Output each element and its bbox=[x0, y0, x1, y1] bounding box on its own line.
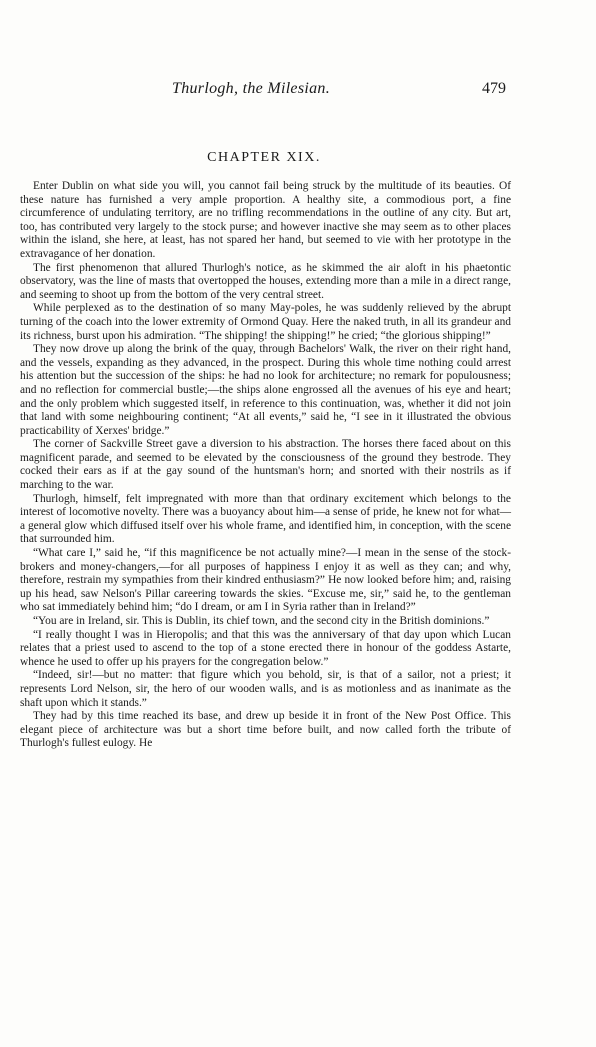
paragraph: “You are in Ireland, sir. This is Dublin, its chief town, and the second city in the British dominions.” bbox=[33, 615, 490, 627]
paragraph: “What care I,” said he, “if this magnificence be not actually mine?—I mean in the sense of the stock-brokers and money-changers,—for all purposes of happiness I enjoy it as well as they can; and why, therefore, restrain my sympathies from their kindred enthusiasm?” He now looked before him; and, raising up his head, saw Nelson's Pillar careering towards the skies. “Excuse me, sir,” said he, to the gentleman who sat immediately behind him; “do I dream, or am I in Syria rather than in Ireland?” bbox=[20, 547, 511, 614]
paragraph: Enter Dublin on what side you will, you cannot fail being struck by the multitude of its beauties. Of these nature has furnished a very ample proportion. A healthy site, a commodious port, a fine circumference of undulating territory, are no trifling recommendations in the outline of any city. But art, too, has contributed very largely to the stock purse; and however inactive she may seem as to other places within the island, she here, at least, has not spared her hand, but seemed to vie with her prototype in the extravagance of her donation. bbox=[20, 180, 511, 260]
paragraph: They now drove up along the brink of the quay, through Bachelors' Walk, the river on their right hand, and the vessels, expanding as they advanced, in the prospect. During this whole time nothing could arrest his attention but the succession of the ships: he had no look for architecture; no remark for populousness; and no reflection for commercial bustle;—the ships alone engrossed all the avenues of his eye and heart; and the only problem which suggested itself, in reference to this continuation, was, whether it did not join that land with some neighbouring continent; “At all events,” said he, “I see in it illustrated the obvious practicability of Xerxes' bridge.” bbox=[20, 343, 511, 437]
chapter-heading: CHAPTER XIX. bbox=[207, 150, 321, 165]
chapter-body bbox=[20, 180, 511, 751]
paragraph: They had by this time reached its base, and drew up beside it in front of the New Post Office. This elegant piece of architecture was but a short time before built, and now called forth the tribute of Thurlogh's fullest eulogy. He bbox=[20, 710, 511, 750]
running-head bbox=[20, 80, 510, 102]
paragraph: Thurlogh, himself, felt impregnated with more than that ordinary excitement which belongs to the interest of locomotive novelty. There was a buoyancy about him—a sense of pride, he knew not for what—a general glow which diffused itself over his whole frame, and identified him, in conception, with the scene that surrounded him. bbox=[20, 492, 511, 546]
paragraph: The first phenomenon that allured Thurlogh's notice, as he skimmed the air aloft in his phaetontic observatory, was the line of masts that overtopped the houses, extending more than a mile in a direct range, and seeming to shoot up from the bottom of the very central street. bbox=[20, 261, 511, 301]
paragraph: “I really thought I was in Hieropolis; and that this was the anniversary of that day upon which Lucan relates that a priest used to ascend to the top of a stone erected there in honour of the goddess Astarte, whence he used to offer up his prayers for the congregation below.” bbox=[20, 628, 511, 668]
page-number: 479 bbox=[482, 80, 506, 97]
paragraph: “Indeed, sir!—but no matter: that figure which you behold, sir, is that of a sailor, not a priest; it represents Lord Nelson, sir, the hero of our wooden walls, and is as motionless and as inanimate as the shaft upon which it stands.” bbox=[20, 669, 511, 709]
paragraph: The corner of Sackville Street gave a diversion to his abstraction. The horses there faced about on this magnificent parade, and seemed to be elevated by the consciousness of the ground they bestrode. They cocked their ears as if at the gay sound of the huntsman's horn; and snorted with their nostrils as if marching to the war. bbox=[20, 438, 511, 492]
running-title: Thurlogh, the Milesian. bbox=[172, 80, 331, 97]
paragraph: While perplexed as to the destination of so many May-poles, he was suddenly relieved by the abrupt turning of the coach into the lower extremity of Ormond Quay. Here the naked truth, in all its grandeur and its richness, burst upon his admiration. “The shipping! the shipping!” he cried; “the glorious shipping!” bbox=[20, 302, 511, 342]
